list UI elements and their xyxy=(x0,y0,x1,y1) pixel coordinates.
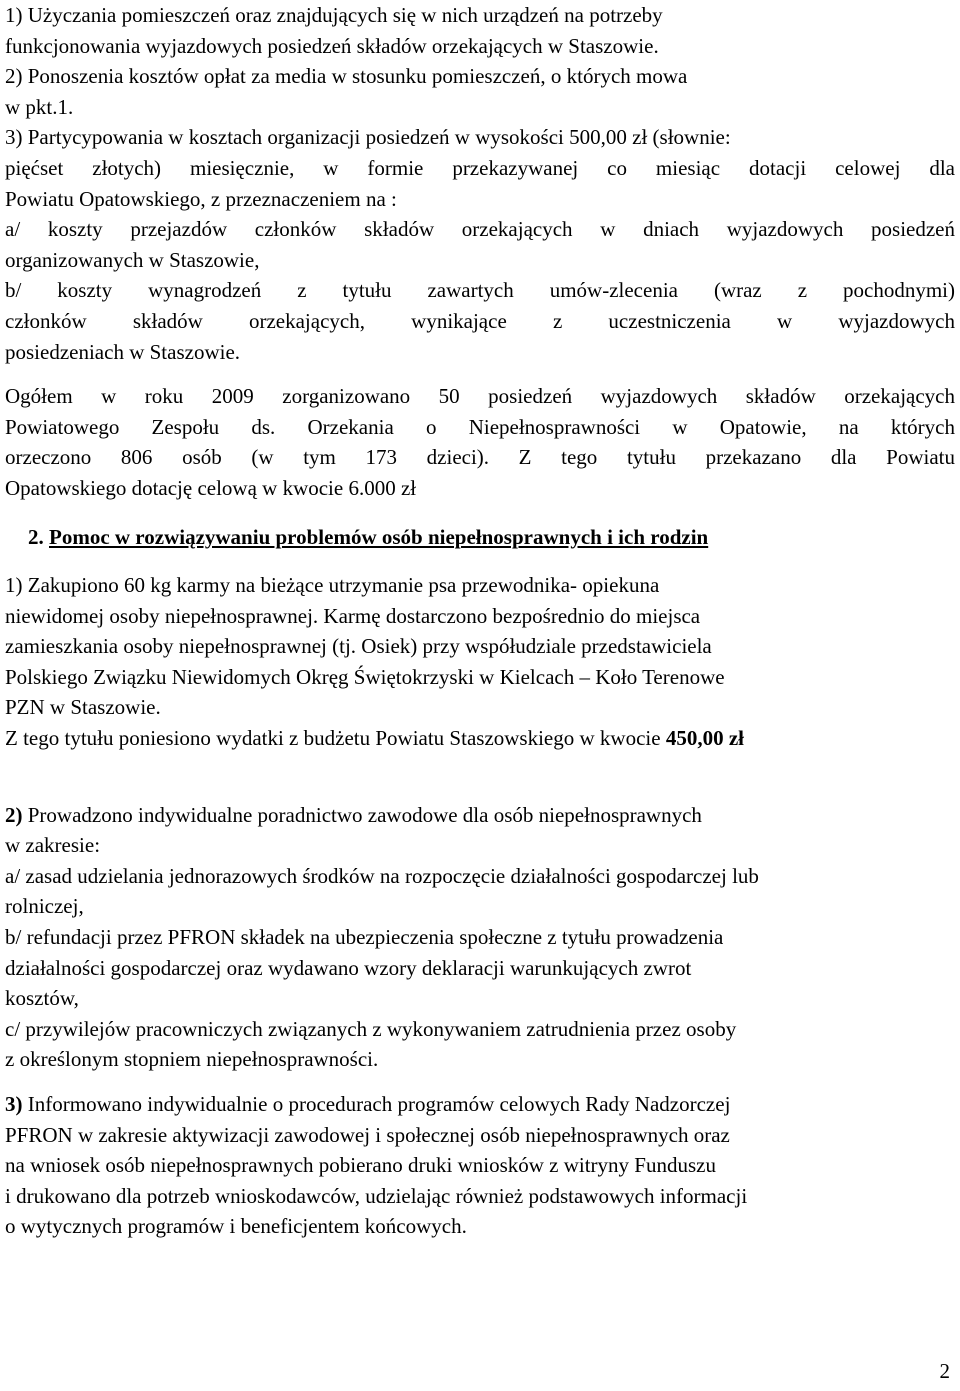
page-number: 2 xyxy=(939,1359,950,1383)
item-3-line-1 xyxy=(5,122,955,153)
sec2-item-2-line-4: rolniczej, xyxy=(5,894,84,919)
item-3-line-4: a/ koszty przejazdów członków składów orzekających w dniach wyjazdowych posiedzeń xyxy=(5,217,955,242)
sec2-item-1-line-2: niewidomej osoby niepełnosprawnej. Karmę dostarczono bezpośrednio do miejsca xyxy=(5,603,701,628)
item-3-line-3: Powiatu Opatowskiego, z przeznaczeniem na : xyxy=(5,186,397,211)
sec2-item-1-line-4: Polskiego Związku Niewidomych Okręg Świętokrzyski w Kielcach – Koło Terenowe xyxy=(5,664,725,689)
sec2-item-3-number: 3) xyxy=(5,1092,23,1116)
summary-line-2: Powiatowego Zespołu ds. Orzekania o Niepełnosprawności w Opatowie, na których xyxy=(5,414,955,439)
sec2-item-2-line-7: kosztów, xyxy=(5,986,79,1011)
spacer xyxy=(5,1075,955,1089)
item-2-line-1 xyxy=(5,61,955,92)
item-3-text: Partycypowania w kosztach organizacji posiedzeń w wysokości 500,00 zł (słownie: xyxy=(27,125,731,150)
item-1-line-1 xyxy=(5,0,955,31)
section-2-heading xyxy=(5,522,955,553)
item-3-line-5: organizowanych w Staszowie, xyxy=(5,247,260,272)
item-1-text: Użyczania pomieszczeń oraz znajdujących się w nich urządzeń na potrzeby xyxy=(27,3,663,27)
sec2-item-2-text: Prowadzono indywidualne poradnictwo zawodowe dla osób niepełnosprawnych xyxy=(27,802,702,827)
item-3-number: 3) xyxy=(5,125,23,150)
item-2-text: Ponoszenia kosztów opłat za media w stosunku pomieszczeń, o których mowa xyxy=(27,64,688,89)
summary-line-1: Ogółem w roku 2009 zorganizowano 50 posiedzeń wyjazdowych składów orzekających xyxy=(5,384,955,409)
sec2-item-3-line-5: o wytycznych programów i beneficjentem końcowych. xyxy=(5,1214,467,1239)
summary-line-4: Opatowskiego dotację celową w kwocie 6.000 zł xyxy=(5,475,417,500)
sec2-item-2-line-5: b/ refundacji przez PFRON składek na ubezpieczenia społeczne z tytułu prowadzenia xyxy=(5,925,724,950)
item-3-line-2: pięćset złotych) miesięcznie, w formie przekazywanej co miesiąc dotacji celowej dla xyxy=(5,155,955,180)
sec2-item-3-line-1 xyxy=(5,1089,955,1120)
section-2-number: 2. xyxy=(28,524,44,549)
sec2-item-2-line-3: a/ zasad udzielania jednorazowych środków na rozpoczęcie działalności gospodarczej lub xyxy=(5,863,759,888)
sec2-item-3-line-4: i drukowano dla potrzeb wnioskodawców, udzielając również podstawowych informacji xyxy=(5,1183,748,1208)
item-3-line-8: posiedzeniach w Staszowie. xyxy=(5,339,241,364)
item-3-line-7: członków składów orzekających, wynikające z uczestniczenia w wyjazdowych xyxy=(5,308,955,333)
sec2-item-2-line-9: z określonym stopniem niepełnosprawności. xyxy=(5,1047,379,1072)
cost-amount: 450,00 zł xyxy=(665,726,744,751)
sec2-item-1-line-5: PZN w Staszowie. xyxy=(5,695,161,720)
sec2-item-2-number: 2) xyxy=(5,802,23,827)
item-3-line-6: b/ koszty wynagrodzeń z tytułu zawartych umów-zlecenia (wraz z pochodnymi) xyxy=(5,278,955,303)
spacer xyxy=(5,367,955,381)
document-page xyxy=(5,0,955,1242)
sec2-item-1-cost-line xyxy=(5,723,955,754)
item-1-line-2: funkcjonowania wyjazdowych posiedzeń składów orzekających w Staszowie. xyxy=(5,33,659,58)
item-2-number: 2) xyxy=(5,64,23,89)
sec2-item-2-line-6: działalności gospodarczej oraz wydawano wzory deklaracji warunkujących zwrot xyxy=(5,955,692,980)
summary-line-3: orzeczono 806 osób (w tym 173 dzieci). Z tego tytułu przekazano dla Powiatu xyxy=(5,445,955,470)
sec2-item-1-line-1: 1) Zakupiono 60 kg karmy na bieżące utrzymanie psa przewodnika- opiekuna xyxy=(5,573,660,598)
sec2-item-3-line-3: na wniosek osób niepełnosprawnych pobierano druki wniosków z witryny Funduszu xyxy=(5,1153,716,1178)
sec2-item-2-line-1 xyxy=(5,800,955,831)
cost-text: Z tego tytułu poniesiono wydatki z budżetu Powiatu Staszowskiego w kwocie xyxy=(5,726,666,751)
sec2-item-3-text: Informowano indywidualnie o procedurach programów celowych Rady Nadzorczej xyxy=(27,1092,731,1116)
spacer xyxy=(5,504,955,522)
sec2-item-3-line-2: PFRON w zakresie aktywizacji zawodowej i społecznej osób niepełnosprawnych oraz xyxy=(5,1122,730,1147)
item-2-line-2: w pkt.1. xyxy=(5,94,74,119)
sec2-item-1-line-3: zamieszkania osoby niepełnosprawnej (tj. Osiek) przy współudziale przedstawiciela xyxy=(5,634,712,659)
sec2-item-2-line-8: c/ przywilejów pracowniczych związanych z wykonywaniem zatrudnienia przez osoby xyxy=(5,1016,737,1041)
spacer xyxy=(5,754,955,800)
spacer xyxy=(5,552,955,570)
item-1-number: 1) xyxy=(5,3,23,27)
section-2-title: Pomoc w rozwiązywaniu problemów osób niepełnosprawnych i ich rodzin xyxy=(49,524,709,549)
sec2-item-2-line-2: w zakresie: xyxy=(5,833,101,858)
